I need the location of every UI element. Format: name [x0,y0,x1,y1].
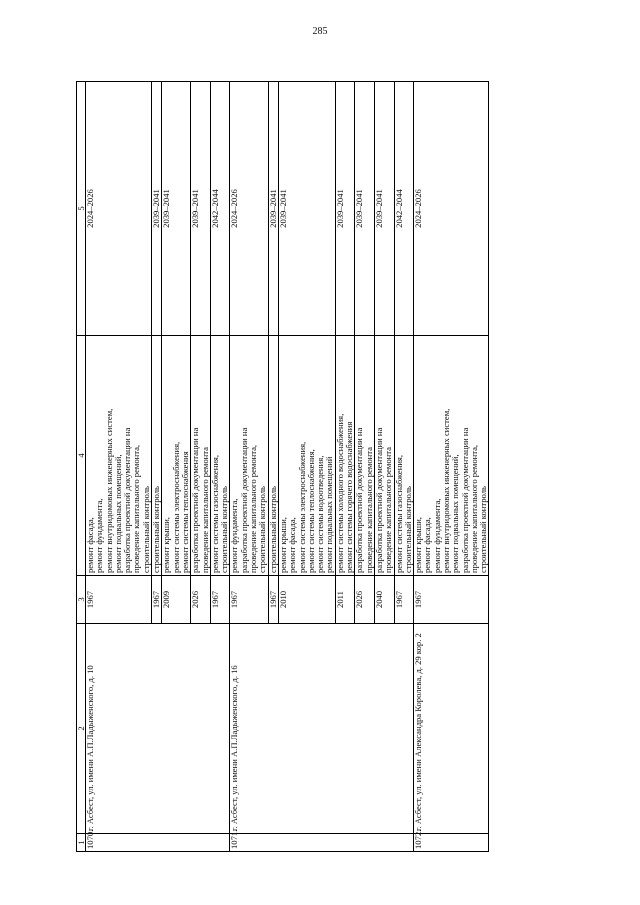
work-year: 1967 [394,576,414,624]
work-types [414,336,489,576]
table-row [414,82,489,852]
work-year: 2040 [374,576,394,624]
entry-number: 1072. [414,834,489,852]
work-year: 1967 [152,576,162,624]
work-type-line: ремонт крыши, [413,517,424,573]
work-type-line: ремонт фасада, [422,517,433,573]
work-year: 2010 [278,576,335,624]
work-type-line: разработка проектной документации на [238,427,249,573]
entry-address: г. Асбест, ул. имени Александра Королева, д. 29 кор. 2 [414,624,489,834]
work-type-line: ремонт фундамента, [94,498,105,573]
work-year: 2026 [191,576,211,624]
work-types [210,336,230,576]
work-type-line: ремонт системы теплоснабжения [179,451,190,573]
work-types [162,336,191,576]
entry-number: 1070. [86,834,230,852]
work-type-line: строительный контроль [478,486,489,573]
work-type-line: строительный контроль [151,486,162,573]
header-col-4: 4 [77,336,86,576]
work-type-line: разработка проектной документации на [190,427,201,573]
work-type-line: проведение капитального ремонта [199,447,210,573]
work-year: 2026 [355,576,375,624]
work-types [268,336,278,576]
header-col-2: 2 [77,624,86,834]
work-type-line: ремонт подвальных помещений [324,456,335,573]
work-type-line: ремонт системы электроснабжения, [170,441,181,573]
work-type-line: ремонт подвальных помещений, [450,454,461,573]
work-period: 2024–2026 [414,82,489,336]
work-type-line: ремонт системы холодного водоснабжения, [334,413,345,573]
work-year: 1967 [86,576,152,624]
work-period: 2024–2026 [230,82,268,336]
work-type-line: строительный контроль [257,486,268,573]
work-types [374,336,394,576]
work-type-line: ремонт внутридомовых инженерных систем, [103,408,114,573]
work-period: 2039–2041 [278,82,335,336]
work-period: 2039–2041 [374,82,394,336]
work-period: 2039–2041 [191,82,211,336]
work-type-line: ремонт системы газоснабжения, [209,454,220,573]
work-type-line: ремонт системы теплоснабжения, [305,449,316,573]
work-type-line: разработка проектной документации на [459,427,470,573]
work-type-line: ремонт внутридомовых инженерных систем, [440,408,451,573]
work-type-line: ремонт фасада, [287,517,298,573]
work-type-line: разработка проектной документации на [373,427,384,573]
work-type-line: проведение капитального ремонта, [248,444,259,573]
work-type-line: ремонт системы электроснабжения, [296,441,307,573]
work-type-line: ремонт системы горячего водоснабжения [344,421,355,573]
work-type-line: проведение капитального ремонта [383,447,394,573]
work-type-line: разработка проектной документации на [354,427,365,573]
work-types [335,336,355,576]
work-year: 1967 [210,576,230,624]
work-year: 1967 [230,576,268,624]
work-type-line: строительный контроль [402,486,413,573]
work-types [278,336,335,576]
page-number: 285 [312,26,328,37]
work-period: 2042–2044 [210,82,230,336]
work-type-line: проведение капитального ремонта, [131,444,142,573]
table-row [230,82,268,852]
work-types [230,336,268,576]
rotated-table-container [76,82,600,852]
work-type-line: ремонт системы газоснабжения, [393,454,404,573]
work-year: 1967 [268,576,278,624]
work-types [152,336,162,576]
work-period: 2039–2041 [335,82,355,336]
header-col-1: 1 [77,834,86,852]
work-type-line: строительный контроль [140,486,151,573]
work-types [191,336,211,576]
work-type-line: разработка проектной документации на [122,427,133,573]
work-type-line: проведение капитального ремонта [363,447,374,573]
table-row [86,82,152,852]
repair-schedule-table [76,81,489,852]
work-type-line: ремонт подвальных помещений, [112,454,123,573]
work-type-line: строительный контроль [219,486,230,573]
header-col-3: 3 [77,576,86,624]
work-year: 1967 [414,576,489,624]
work-type-line: ремонт фасада, [85,517,95,573]
header-col-5: 5 [77,82,86,336]
entry-address: г. Асбест, ул. имени А.П.Ладыженского, д. 10 [86,624,230,834]
work-type-line: строительный контроль [267,486,278,573]
work-period: 2039–2041 [152,82,162,336]
work-period: 2039–2041 [268,82,278,336]
entry-number: 1071. [230,834,414,852]
work-types [394,336,414,576]
work-period: 2039–2041 [162,82,191,336]
work-year: 2009 [162,576,191,624]
work-type-line: ремонт крыши, [161,517,172,573]
work-period: 2042–2044 [394,82,414,336]
work-year: 2011 [335,576,355,624]
work-types [355,336,375,576]
work-type-line: ремонт системы водоотведения, [315,455,326,573]
entry-address: г. Асбест, ул. имени А.П.Ладыженского, д. 16 [230,624,414,834]
work-types [86,336,152,576]
work-type-line: проведение капитального ремонта, [468,444,479,573]
work-period: 2024–2026 [86,82,152,336]
work-type-line: ремонт фундамента, [229,498,240,573]
work-period: 2039–2041 [355,82,375,336]
work-type-line: ремонт крыши, [277,517,288,573]
work-type-line: ремонт фундамента, [431,498,442,573]
